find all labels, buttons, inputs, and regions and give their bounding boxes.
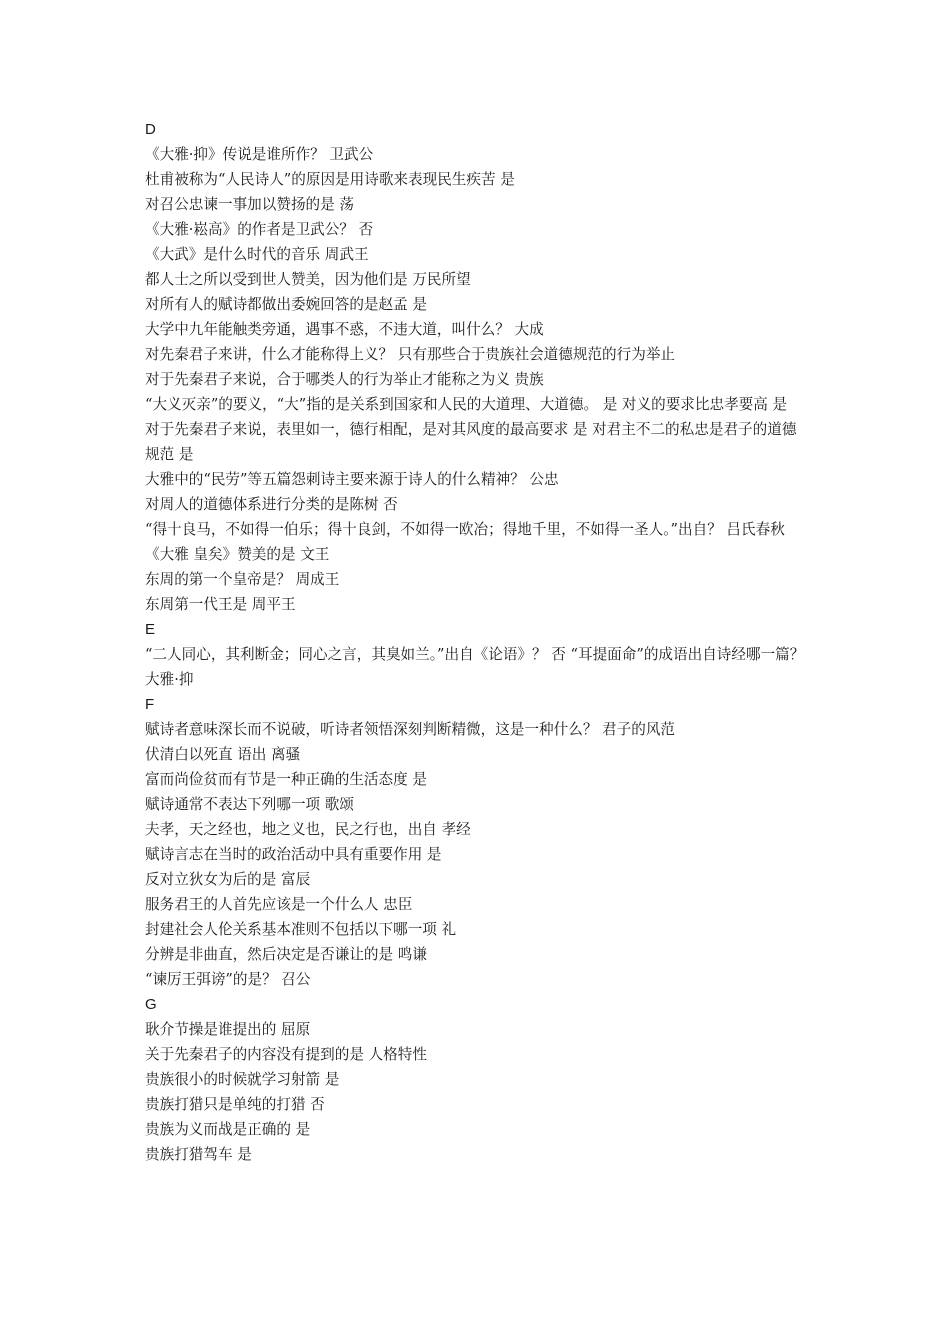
question-answer-line: 对所有人的赋诗都做出委婉回答的是赵孟 是	[145, 296, 427, 313]
section-letter-heading: G	[145, 996, 157, 1013]
question-answer-line: 富而尚俭贫而有节是一种正确的生活态度 是	[145, 771, 427, 788]
question-answer-line: 《大雅·崧高》的作者是卫武公？ 否	[145, 221, 374, 238]
question-answer-line: 杜甫被称为“人民诗人”的原因是用诗歌来表现民生疾苦 是	[145, 171, 515, 188]
question-answer-line: 东周的第一个皇帝是？ 周成王	[145, 571, 340, 588]
question-answer-line: 对召公忠谏一事加以赞扬的是 荡	[145, 196, 354, 213]
question-answer-line: 对于先秦君子来说，表里如一，德行相配，是对其风度的最高要求 是 对君主不二的私忠是君子的道德规范 是	[145, 421, 797, 463]
question-answer-line: 赋诗者意味深长而不说破，听诗者领悟深刻判断精微，这是一种什么？ 君子的风范	[145, 721, 676, 738]
question-answer-line: “得十良马，不如得一伯乐；得十良剑，不如得一欧冶；得地千里，不如得一圣人。”出自？ 吕氏春秋	[145, 521, 785, 538]
question-answer-line: 耿介节操是谁提出的 屈原	[145, 1021, 311, 1038]
question-answer-line: 贵族很小的时候就学习射箭 是	[145, 1071, 340, 1088]
question-answer-line: 关于先秦君子的内容没有提到的是 人格特性	[145, 1046, 427, 1063]
question-answer-line: 赋诗通常不表达下列哪一项 歌颂	[145, 796, 354, 813]
question-answer-line: 服务君王的人首先应该是一个什么人 忠臣	[145, 896, 413, 913]
question-answer-list	[145, 117, 810, 1167]
question-answer-line: “大义灭亲”的要义，“大”指的是关系到国家和人民的大道理、大道德。 是 对义的要求比忠孝要高 是	[145, 396, 788, 413]
question-answer-line: 《大雅 皇矣》赞美的是 文王	[145, 546, 330, 563]
question-answer-line: “二人同心，其利断金；同心之言，其臭如兰。”出自《论语》？ 否 “耳提面命”的成语出自诗经哪一篇？ 大雅·抑	[145, 646, 805, 688]
question-answer-line: 东周第一代王是 周平王	[145, 596, 296, 613]
question-answer-line: 分辨是非曲直，然后决定是否谦让的是 鸣谦	[145, 946, 427, 963]
question-answer-line: “谏厉王弭谤”的是？ 召公	[145, 971, 311, 988]
question-answer-line: 夫孝，天之经也，地之义也，民之行也，出自 孝经	[145, 821, 471, 838]
question-answer-line: 贵族打猎只是单纯的打猎 否	[145, 1096, 325, 1113]
section-letter-heading: D	[145, 121, 156, 138]
question-answer-line: 都人士之所以受到世人赞美，因为他们是 万民所望	[145, 271, 471, 288]
question-answer-line: 大学中九年能触类旁通，遇事不惑，不违大道，叫什么？ 大成	[145, 321, 544, 338]
section-letter-heading: E	[145, 621, 156, 638]
question-answer-line: 伏清白以死直 语出 离骚	[145, 746, 301, 763]
question-answer-line: 大雅中的“民劳”等五篇怨刺诗主要来源于诗人的什么精神？ 公忠	[145, 471, 559, 488]
question-answer-line: 《大武》是什么时代的音乐 周武王	[145, 246, 369, 263]
question-answer-line: 贵族打猎驾车 是	[145, 1146, 252, 1163]
question-answer-line: 反对立狄女为后的是 富辰	[145, 871, 311, 888]
question-answer-line: 《大雅·抑》传说是谁所作？ 卫武公	[145, 146, 374, 163]
question-answer-line: 对先秦君子来讲，什么才能称得上义？ 只有那些合于贵族社会道德规范的行为举止	[145, 346, 676, 363]
question-answer-line: 对周人的道德体系进行分类的是陈树 否	[145, 496, 398, 513]
section-letter-heading: F	[145, 696, 155, 713]
question-answer-line: 贵族为义而战是正确的 是	[145, 1121, 311, 1138]
question-answer-line: 赋诗言志在当时的政治活动中具有重要作用 是	[145, 846, 442, 863]
question-answer-line: 封建社会人伦关系基本准则不包括以下哪一项 礼	[145, 921, 457, 938]
question-answer-line: 对于先秦君子来说，合于哪类人的行为举止才能称之为义 贵族	[145, 371, 544, 388]
